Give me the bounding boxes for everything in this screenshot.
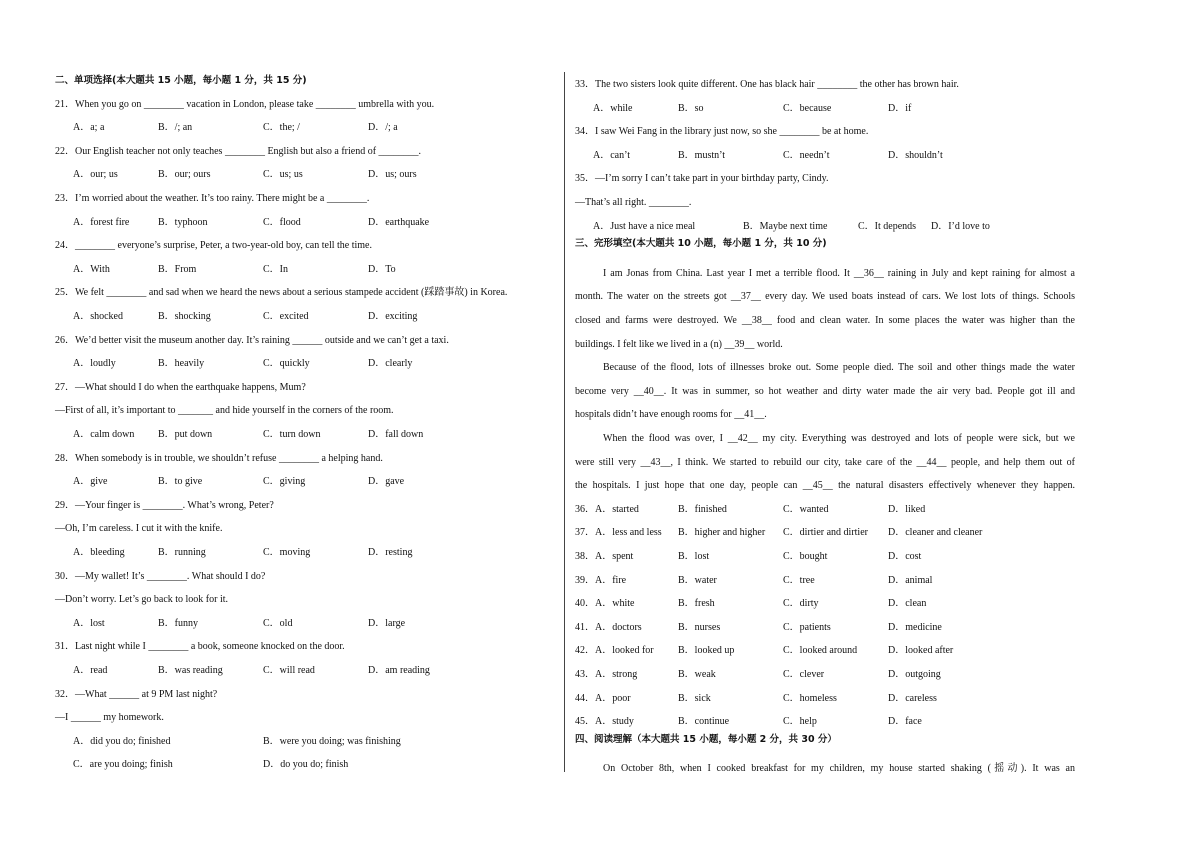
cloze-passage-line: When the flood was over, I __42__ my city. Everything was destroyed and lots of people were sick, but we: [603, 433, 1075, 444]
answer-option: A．our; us: [73, 169, 118, 181]
answer-option: B．was reading: [158, 665, 223, 676]
question-stem: 35．—I’m sorry I can’t take part in your birthday party, Cindy.: [575, 173, 829, 185]
answer-option: C．In: [263, 263, 288, 275]
question-stem: 28．When somebody is in trouble, we shouldn’t refuse ________ a helping hand.: [55, 452, 383, 464]
cloze-option: C．help: [783, 716, 817, 728]
section-title-reading: 四、阅读理解（本大题共 15 小题，每小题 2 分，共 30 分）: [575, 733, 837, 745]
answer-option: B．Maybe next time: [743, 220, 828, 232]
cloze-option: C．dirty: [783, 598, 819, 610]
question-stem: 29．—Your finger is ________. What’s wrong, Peter?: [55, 499, 274, 511]
answer-option: B．typhoon: [158, 216, 208, 228]
answer-option: D．us; ours: [368, 169, 417, 181]
answer-option: D．large: [368, 617, 406, 629]
answer-option: C．old: [263, 617, 293, 629]
answer-option: C．because: [783, 102, 832, 114]
question-stem: 27．—What should I do when the earthquake happens, Mum?: [55, 381, 306, 393]
cloze-option: B．nurses: [678, 621, 721, 633]
cloze-option: 36．A．started: [575, 503, 639, 515]
cloze-passage-line: closed and farms were destroyed. We __38__ food and clean water. In some places the water was higher than the: [575, 315, 1075, 326]
section-title-cloze: 三、完形填空(本大题共 10 小题，每小题 1 分，共 10 分): [575, 238, 827, 250]
answer-option: B．heavily: [158, 358, 205, 370]
question-stem: 25．We felt ________ and sad when we heard the news about a serious stampede accident (踩踏事故) in Korea.: [55, 287, 508, 299]
cloze-option: C．bought: [783, 551, 828, 562]
answer-option: D．/; a: [368, 122, 398, 134]
cloze-option: B．fresh: [678, 598, 715, 610]
cloze-passage-line: I am Jonas from China. Last year I met a terrible flood. It __36__ raining in July and kept raining for almost a: [603, 267, 1075, 279]
cloze-option: B．finished: [678, 503, 727, 515]
answer-option: B．From: [158, 263, 197, 275]
cloze-option: C．looked around: [783, 645, 858, 657]
cloze-option: 43．A．strong: [575, 669, 638, 680]
cloze-option: D．cleaner and cleaner: [888, 527, 983, 539]
answer-option: B．so: [678, 102, 704, 114]
column-divider: [564, 72, 565, 772]
answer-option: A．while: [593, 102, 633, 114]
reading-passage-line: On October 8th, when I cooked breakfast for my children, my house started shaking (摇动). It was an: [603, 763, 1075, 775]
answer-option: B．were you doing; was finishing: [263, 735, 401, 747]
cloze-option: B．weak: [678, 669, 716, 680]
cloze-option: C．patients: [783, 621, 831, 633]
answer-option: D．do you do; finish: [263, 759, 349, 771]
answer-option: D．resting: [368, 547, 413, 558]
cloze-passage-line: were still very __43__, I think. We started to rebuild our city, take care of the __44__ people, and help them out of: [575, 456, 1075, 468]
question-stem: 22．Our English teacher not only teaches ________ English but also a friend of ________.: [55, 145, 422, 157]
question-stem: 24．________ everyone’s surprise, Peter, a two-year-old boy, can tell the time.: [55, 240, 372, 252]
answer-option: A．did you do; finished: [73, 735, 171, 747]
answer-option: A．can’t: [593, 149, 631, 161]
cloze-option: 40．A．white: [575, 598, 635, 610]
cloze-option: B．sick: [678, 692, 711, 704]
cloze-option: D．cost: [888, 551, 922, 562]
answer-option: B．mustn’t: [678, 149, 726, 161]
cloze-option: 38．A．spent: [575, 551, 634, 562]
answer-option: B．/; an: [158, 122, 193, 134]
question-stem: 23．I’m worried about the weather. It’s too rainy. There might be a ________.: [55, 193, 370, 204]
cloze-option: C．homeless: [783, 692, 837, 704]
answer-option: C．giving: [263, 476, 306, 488]
cloze-option: B．lost: [678, 551, 710, 562]
answer-option: A．give: [73, 476, 108, 488]
cloze-option: D．animal: [888, 574, 933, 586]
question-stem: 32．—What ______ at 9 PM last night?: [55, 688, 218, 700]
answer-option: A．bleeding: [73, 547, 125, 558]
answer-option: C．excited: [263, 311, 309, 322]
question-stem: —Oh, I’m careless. I cut it with the knife.: [55, 523, 223, 535]
cloze-passage-line: hospitals didn’t have enough rooms for __41__.: [575, 409, 767, 421]
answer-option: A．With: [73, 263, 110, 275]
cloze-option: 37．A．less and less: [575, 527, 662, 539]
cloze-option: D．medicine: [888, 621, 942, 633]
answer-option: A．forest fire: [73, 216, 130, 228]
cloze-option: D．looked after: [888, 645, 954, 657]
cloze-passage-line: month. The water on the streets got __37__ every day. We used boats instead of cars. We lost lots of things. Schools: [575, 291, 1075, 303]
answer-option: D．I’d love to: [931, 220, 990, 232]
cloze-option: D．liked: [888, 503, 926, 515]
cloze-option: 39．A．fire: [575, 574, 627, 586]
cloze-option: 41．A．doctors: [575, 621, 642, 633]
answer-option: D．earthquake: [368, 216, 430, 228]
answer-option: D．gave: [368, 476, 405, 488]
answer-option: C．moving: [263, 547, 311, 558]
answer-option: A．shocked: [73, 311, 123, 322]
answer-option: C．It depends: [858, 220, 917, 232]
question-stem: 30．—My wallet! It’s ________. What should I do?: [55, 570, 266, 582]
answer-option: C．quickly: [263, 358, 310, 370]
cloze-option: D．clean: [888, 598, 927, 610]
answer-option: C．will read: [263, 665, 315, 676]
answer-option: D．if: [888, 102, 912, 114]
answer-option: D．clearly: [368, 358, 413, 370]
answer-option: B．running: [158, 547, 206, 558]
question-stem: —First of all, it’s important to _______ and hide yourself in the corners of the room.: [55, 405, 394, 417]
answer-option: B．put down: [158, 429, 213, 440]
answer-option: B．our; ours: [158, 169, 211, 181]
cloze-option: D．outgoing: [888, 669, 941, 680]
cloze-option: C．dirtier and dirtier: [783, 527, 868, 539]
cloze-option: 44．A．poor: [575, 692, 631, 704]
cloze-passage-line: Because of the flood, lots of illnesses broke out. Some people died. The soil and other things made the water: [603, 362, 1075, 374]
answer-option: A．loudly: [73, 358, 116, 370]
answer-option: D．shouldn’t: [888, 149, 943, 161]
answer-option: A．lost: [73, 617, 105, 629]
answer-option: C．are you doing; finish: [73, 759, 173, 771]
answer-option: A．Just have a nice meal: [593, 220, 696, 232]
answer-option: B．shocking: [158, 311, 211, 322]
cloze-option: B．higher and higher: [678, 527, 766, 539]
answer-option: A．a; a: [73, 122, 105, 134]
cloze-passage-line: the hospitals. I just hope that one day, people can __45__ the natural disasters effectively whenever they happen.: [575, 480, 1075, 492]
question-stem: 31．Last night while I ________ a book, someone knocked on the door.: [55, 641, 345, 653]
answer-option: D．fall down: [368, 429, 424, 440]
answer-option: C．us; us: [263, 169, 303, 181]
cloze-passage-line: become very __40__. It was in summer, so hot weather and dirty water made the air very bad. People got ill and: [575, 385, 1075, 397]
cloze-passage-line: buildings. I felt like we lived in a (n) __39__ world.: [575, 338, 783, 350]
answer-option: D．exciting: [368, 311, 418, 322]
answer-option: C．turn down: [263, 429, 321, 440]
cloze-option: B．water: [678, 574, 717, 586]
question-stem: 21．When you go on ________ vacation in London, please take ________ umbrella with you.: [55, 98, 435, 110]
cloze-option: D．face: [888, 716, 922, 728]
answer-option: C．flood: [263, 216, 301, 228]
answer-option: B．funny: [158, 617, 198, 629]
question-stem: 26．We’d better visit the museum another day. It’s raining ______ outside and we can’t get a taxi.: [55, 334, 449, 346]
cloze-option: B．continue: [678, 716, 730, 728]
answer-option: C．the; /: [263, 122, 300, 134]
cloze-option: C．clever: [783, 669, 825, 680]
cloze-option: C．wanted: [783, 503, 829, 515]
cloze-option: D．careless: [888, 692, 937, 704]
answer-option: A．read: [73, 665, 108, 676]
question-stem: —That’s all right. ________.: [575, 197, 692, 208]
question-stem: —Don’t worry. Let’s go back to look for it.: [55, 594, 229, 606]
cloze-option: 45．A．study: [575, 716, 634, 728]
question-stem: 33．The two sisters look quite different. One has black hair ________ the other has brown hair.: [575, 79, 959, 90]
question-stem: —I ______ my homework.: [55, 712, 164, 724]
answer-option: A．calm down: [73, 429, 135, 440]
answer-option: D．To: [368, 263, 396, 275]
answer-option: D．am reading: [368, 665, 430, 676]
answer-option: C．needn’t: [783, 149, 830, 161]
answer-option: B．to give: [158, 476, 203, 488]
section-title-single-choice: 二、单项选择(本大题共 15 小题，每小题 1 分，共 15 分): [55, 75, 307, 86]
question-stem: 34．I saw Wei Fang in the library just now, so she ________ be at home.: [575, 126, 869, 138]
cloze-option: 42．A．looked for: [575, 645, 654, 657]
cloze-option: C．tree: [783, 574, 815, 586]
cloze-option: B．looked up: [678, 645, 735, 657]
